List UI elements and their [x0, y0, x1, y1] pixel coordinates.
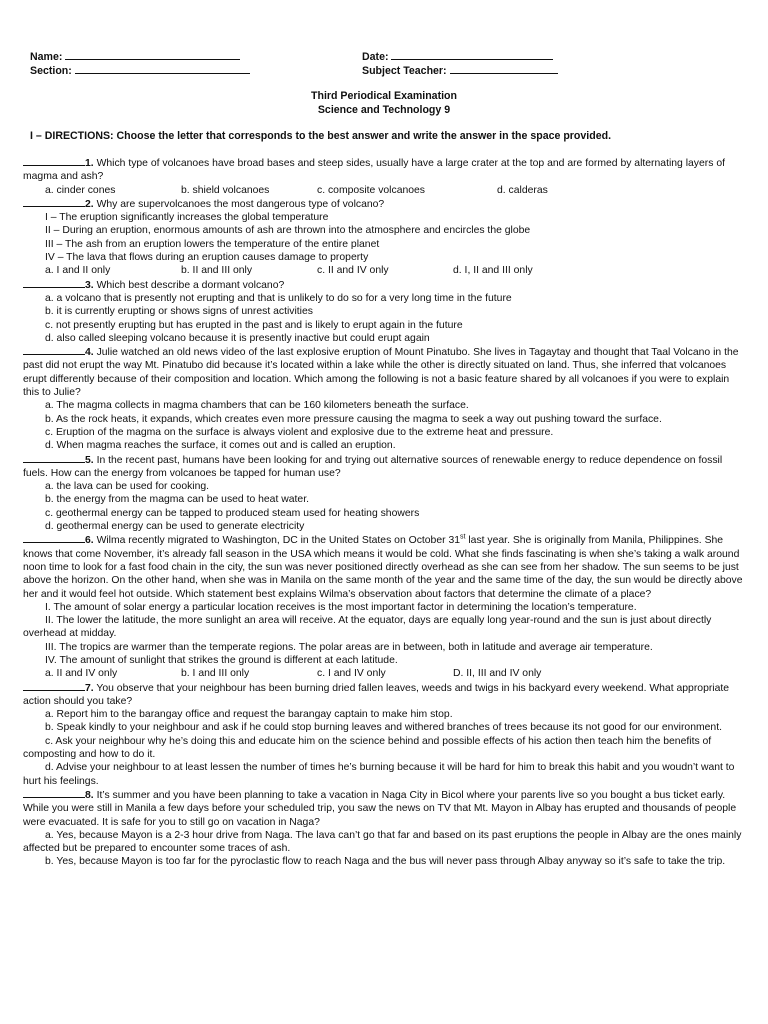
- question-4: 4. Julie watched an old news video of the last explosive eruption of Mount Pinatubo. She lives in Tagaytay and thought that Taal Volcano in the past did not erupt the way Mt. Pinatubo did because it’s located within a lake while the other is directly situated on land. Thus, she inferred that volcanoes erupt differently because of their composition and location. Which among the following is not a basic feature shared by all volcanoes if you were to explain this to Julie?: [23, 347, 739, 399]
- option-2b[interactable]: b. II and III only: [181, 265, 253, 277]
- option-1c[interactable]: c. composite volcanoes: [317, 184, 426, 196]
- date-field-row: [362, 50, 553, 63]
- teacher-label: Subject Teacher:: [362, 65, 447, 77]
- answer-blank-7[interactable]: [23, 681, 85, 691]
- statement-6-i: I. The amount of solar energy a particular location receives is the most important factor in determining the location’s temperature.: [45, 601, 637, 613]
- question-2: 2. Why are supervolcanoes the most dangerous type of volcano?: [23, 197, 748, 211]
- options-2: [23, 264, 748, 277]
- option-1b[interactable]: b. shield volcanoes: [181, 184, 270, 196]
- option-8b[interactable]: b. Yes, because Mayon is too far for the pyroclastic flow to reach Naga and the bus will never pass through Albay anyway so it’s safe to take the trip.: [45, 856, 726, 868]
- option-4a[interactable]: a. The magma collects in magma chambers that can be 160 kilometers beneath the surface.: [45, 400, 469, 412]
- name-field-row: [30, 50, 240, 63]
- questions: [23, 156, 748, 869]
- statement-2-i: I – The eruption significantly increases the global temperature: [45, 212, 329, 224]
- teacher-blank[interactable]: [450, 64, 558, 74]
- answer-blank-8[interactable]: [23, 788, 85, 798]
- statement-6-ii: II. The lower the latitude, the more sunlight an area will receive. At the equator, days are equally long year-round and the sun is just about directly overhead at midday.: [23, 615, 712, 640]
- option-6a[interactable]: a. II and IV only: [45, 668, 118, 680]
- option-3c[interactable]: c. not presently erupting but has erupted in the past and is likely to erupt again in the future: [45, 319, 463, 331]
- question-3: 3. Which best describe a dormant volcano?: [23, 278, 748, 292]
- option-2a[interactable]: a. I and II only: [45, 265, 111, 277]
- exam-subject: Science and Technology 9: [317, 104, 451, 116]
- answer-blank-1[interactable]: [23, 156, 85, 166]
- options-1: [23, 184, 748, 197]
- section-blank[interactable]: [75, 64, 250, 74]
- statement-6-iii: III. The tropics are warmer than the temperate regions. The polar areas are in between, both in latitude and average air temperature.: [45, 641, 653, 653]
- option-7d[interactable]: d. Advise your neighbour to at least lessen the number of times he’s burning because it will be hard for him to break this habit and you woudn’t want to hurt his feelings.: [23, 762, 735, 787]
- question-5: 5. In the recent past, humans have been looking for and trying out alternative sources of renewable energy to reduce dependence on fossil fuels. How can the energy from volcanoes be tapped for human use?: [23, 454, 723, 479]
- section-label: Section:: [30, 65, 72, 77]
- directions: I – DIRECTIONS: Choose the letter that corresponds to the best answer and write the answer in the space provided.: [30, 130, 612, 142]
- option-5c[interactable]: c. geothermal energy can be tapped to produced steam used for heating showers: [45, 507, 420, 519]
- statement-2-iii: III – The ash from an eruption lowers the temperature of the entire planet: [45, 238, 380, 250]
- option-3d[interactable]: d. also called sleeping volcano because it is presently inactive but could erupt again: [45, 332, 430, 344]
- date-label: Date:: [362, 51, 389, 63]
- option-1d[interactable]: d. calderas: [497, 184, 548, 196]
- option-7c[interactable]: c. Ask your neighbour why he’s doing this and educate him on the science behind and possible effects of his action then teach him the benefits of composting and how to do it.: [23, 735, 712, 761]
- question-1: 1. Which type of volcanoes have broad bases and steep sides, usually have a large crater at the top and are formed by alternating layers of magma and ash?: [23, 158, 725, 183]
- question-6: 6. Wilma recently migrated to Washington, DC in the United States on October 31st last year. She is originally from Manila, Philippines. She knows that come November, it’s already fall season in the USA which means it would be cold. What she finds fascinating is when she’s taking a walk around noon time to look for a fast food chain in the city, the sun was never positioned directly overhead as she can see from her shadow. The sun seems to be just above the horizon. On the other hand, when she was in Manila on the same month of the year and the same time of the day, the sun would be directly above her and it would feel hot outside. Which statement best explains Wilma’s observation about factors that determine the climate of a place?: [23, 533, 743, 600]
- question-7: 7. You observe that your neighbour has been burning dried fallen leaves, weeds and twigs in his backyard every weekend. What appropriate action should you take?: [23, 682, 730, 707]
- option-5a[interactable]: a. the lava can be used for cooking.: [45, 481, 210, 493]
- option-4c[interactable]: c. Eruption of the magma on the surface is always violent and explosive due to the extreme heat and pressure.: [45, 426, 554, 438]
- option-2c[interactable]: c. II and IV only: [317, 265, 389, 277]
- statement-6-iv: IV. The amount of sunlight that strikes the ground is different at each latitude.: [45, 654, 398, 666]
- answer-blank-2[interactable]: [23, 197, 85, 207]
- answer-blank-4[interactable]: [23, 345, 85, 355]
- option-2d[interactable]: d. I, II and III only: [453, 265, 533, 277]
- exam-title: Third Periodical Examination: [311, 90, 457, 102]
- teacher-field-row: [362, 64, 558, 77]
- option-6d[interactable]: D. II, III and IV only: [453, 668, 542, 680]
- statement-2-iv: IV – The lava that flows during an eruption causes damage to property: [45, 252, 369, 264]
- date-blank[interactable]: [391, 50, 553, 60]
- option-7b[interactable]: b. Speak kindly to your neighbour and ask if he could stop burning leaves and withered branches of trees because its not good for our environment.: [45, 722, 722, 734]
- name-blank[interactable]: [65, 50, 240, 60]
- section-field-row: [30, 64, 250, 77]
- option-5b[interactable]: b. the energy from the magma can be used to heat water.: [45, 494, 309, 506]
- option-6b[interactable]: b. I and III only: [181, 668, 250, 680]
- option-3b[interactable]: b. it is currently erupting or shows signs of unrest activities: [45, 306, 313, 318]
- option-6c[interactable]: c. I and IV only: [317, 668, 386, 680]
- statement-2-ii: II – During an eruption, enormous amounts of ash are thrown into the atmosphere and encircles the globe: [45, 225, 531, 237]
- option-4d[interactable]: d. When magma reaches the surface, it comes out and is called an eruption.: [45, 440, 396, 452]
- option-7a[interactable]: a. Report him to the barangay office and request the barangay captain to make him stop.: [45, 709, 453, 721]
- option-1a[interactable]: a. cinder cones: [45, 184, 116, 196]
- option-5d[interactable]: d. geothermal energy can be used to generate electricity: [45, 521, 305, 533]
- options-6: [23, 667, 748, 680]
- question-8: 8. It’s summer and you have been planning to take a vacation in Naga City in Bicol where your parents live so you bought a bus ticket early. While you were still in Manila a few days before your scheduled trip, you saw the news on TV that Mt. Mayon in Albay has erupted and thousands of people were evacuated. It is safe for you to still go on vacation in Naga?: [23, 789, 737, 828]
- option-3a[interactable]: a. a volcano that is presently not erupting and that is unlikely to do so for a very long time in the future: [45, 292, 512, 304]
- answer-blank-6[interactable]: [23, 533, 85, 543]
- option-4b[interactable]: b. As the rock heats, it expands, which creates even more pressure causing the magma to seek a way out pushing toward the surface.: [45, 413, 662, 425]
- name-label: Name:: [30, 51, 63, 63]
- option-8a[interactable]: a. Yes, because Mayon is a 2-3 hour drive from Naga. The lava can’t go that far and based on its past eruptions the people in Albay are the ones mainly affected but be prepared to encounter some traces of ash.: [23, 829, 742, 855]
- answer-blank-3[interactable]: [23, 278, 85, 288]
- answer-blank-5[interactable]: [23, 453, 85, 463]
